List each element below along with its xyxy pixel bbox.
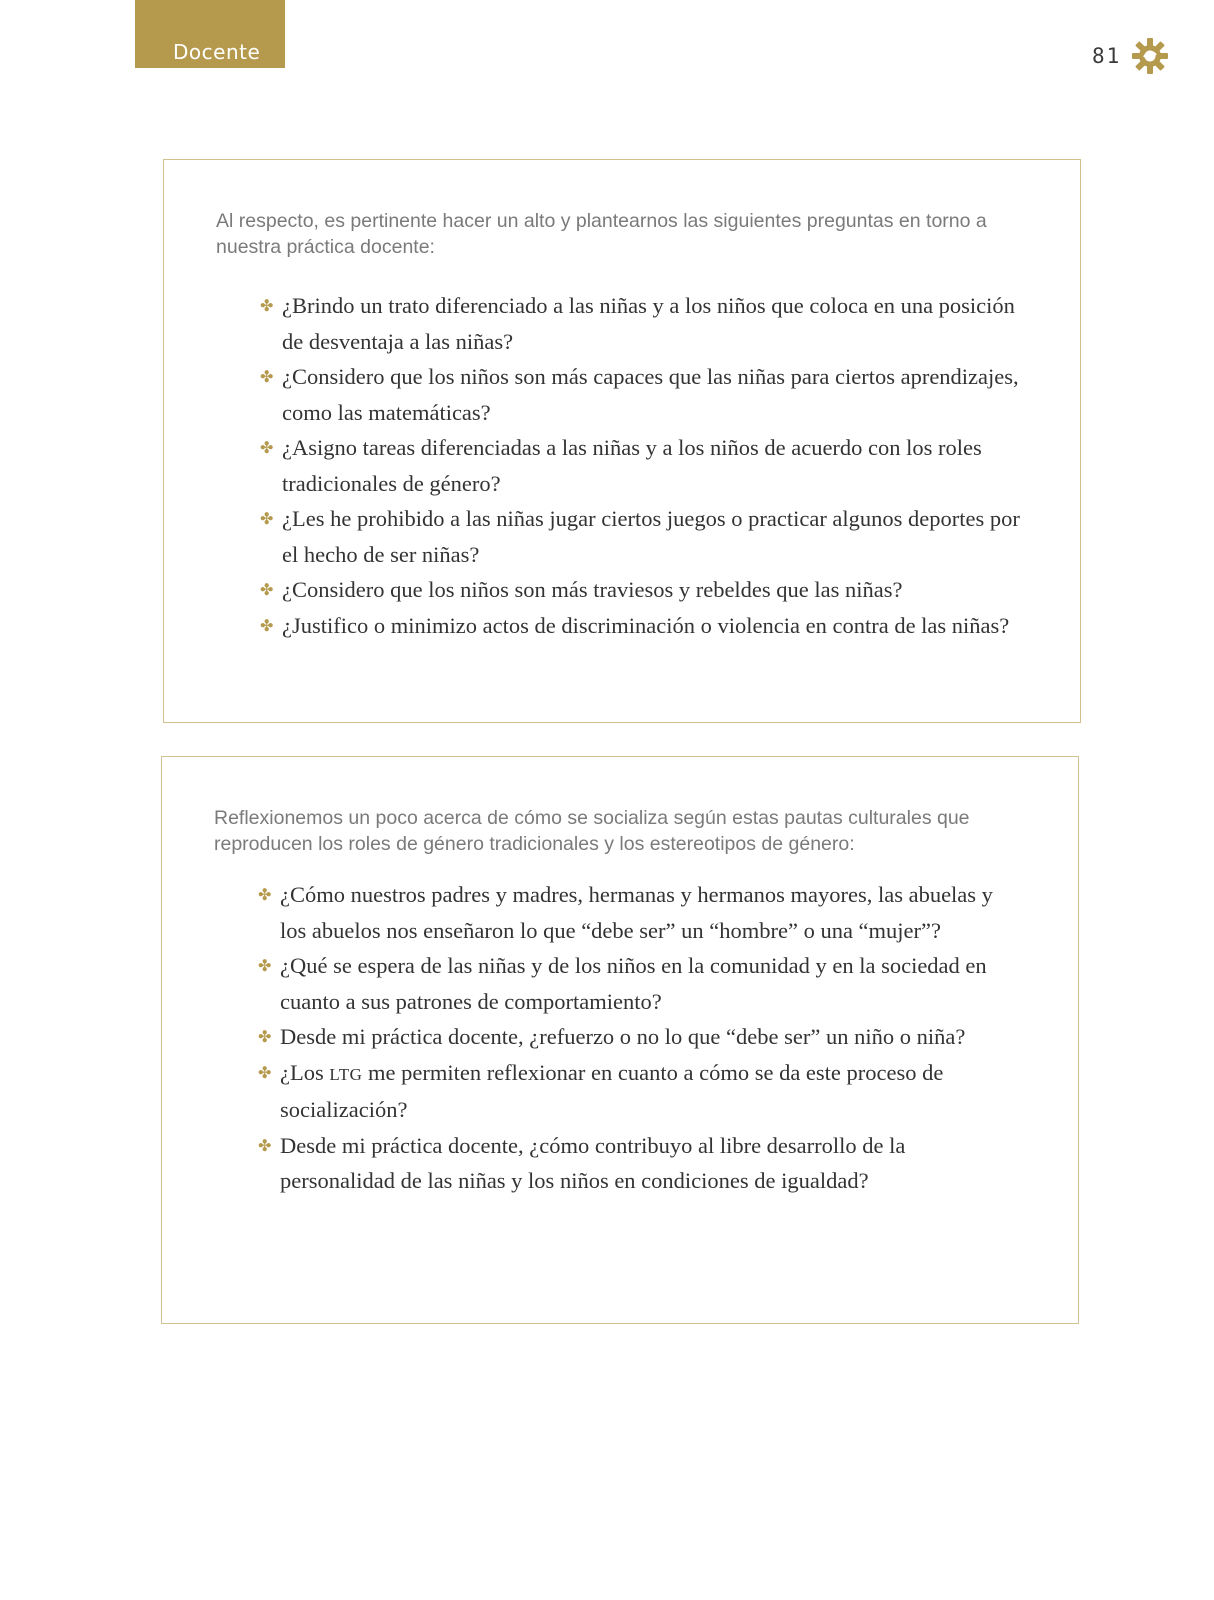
question-list — [258, 877, 1018, 1199]
reflection-box-practice — [163, 159, 1081, 723]
list-item — [258, 877, 1018, 948]
list-item — [258, 1055, 1018, 1128]
page-number: 81 — [1092, 44, 1122, 68]
bullet-icon: ✤ — [260, 509, 274, 528]
box-intro-text: Reflexionemos un poco acerca de cómo se socializa según estas pautas culturales que reproducen los roles de género tradicionales y los estereotipos de género: — [214, 807, 970, 855]
list-item — [258, 948, 1018, 1019]
question-text: ¿Brindo un trato diferenciado a las niñas y a los niños que coloca en una posición de desventaja a las niñas? — [282, 293, 1015, 354]
question-text: ¿Considero que los niños son más capaces que las niñas para ciertos aprendizajes, como las matemáticas? — [282, 364, 1019, 425]
bullet-icon: ✤ — [260, 615, 274, 635]
ltg-abbreviation: LTG — [329, 1064, 363, 1084]
bullet-icon: ✤ — [260, 296, 274, 315]
question-text: ¿Justifico o minimizo actos de discriminación o violencia en contra de las niñas? — [282, 612, 1010, 638]
question-text: ¿Qué se espera de las niñas y de los niños en la comunidad y en la sociedad en cuanto a sus patrones de comportamiento? — [280, 953, 987, 1014]
bullet-icon: ✤ — [258, 1135, 272, 1155]
section-label: Docente — [173, 40, 261, 64]
list-item — [258, 1128, 1018, 1199]
list-item — [260, 572, 1020, 608]
question-list — [260, 288, 1020, 643]
list-item — [260, 430, 1020, 501]
question-text: ¿Cómo nuestros padres y madres, hermanas y hermanos mayores, las abuelas y los abuelos nos enseñaron lo que “debe ser” un “hombre” o una “mujer”? — [280, 882, 993, 943]
box-intro-text: Al respecto, es pertinente hacer un alto y plantearnos las siguientes preguntas en torno a nuestra práctica docente: — [216, 210, 987, 258]
bullet-icon: ✤ — [258, 1062, 272, 1082]
bullet-icon: ✤ — [258, 885, 272, 904]
section-tab — [135, 0, 285, 68]
gear-icon — [1130, 36, 1170, 76]
list-item — [260, 501, 1020, 572]
question-text: ¿Les he prohibido a las niñas jugar ciertos juegos o practicar algunos deportes por el hecho de ser niñas? — [282, 506, 1020, 567]
question-text — [280, 1060, 943, 1123]
list-item — [258, 1019, 1018, 1055]
bullet-icon: ✤ — [260, 367, 274, 386]
question-text-start: ¿Los — [280, 1059, 330, 1085]
question-text: ¿Asigno tareas diferenciadas a las niñas y a los niños de acuerdo con los roles tradicionales de género? — [282, 435, 982, 496]
question-text-end: me permiten reflexionar en cuanto a cómo se da este proceso de socialización? — [280, 1059, 944, 1122]
reflection-box-socialization — [161, 756, 1079, 1324]
bullet-icon: ✤ — [258, 1027, 272, 1046]
bullet-icon: ✤ — [260, 438, 274, 457]
list-item — [260, 359, 1020, 430]
bullet-icon: ✤ — [260, 580, 274, 599]
list-item — [260, 288, 1020, 359]
question-text: ¿Considero que los niños son más traviesos y rebeldes que las niñas? — [282, 577, 903, 602]
question-text: Desde mi práctica docente, ¿cómo contribuyo al libre desarrollo de la personalidad de las niñas y los niños en condiciones de igualdad? — [280, 1132, 906, 1193]
list-item — [260, 608, 1020, 644]
bullet-icon: ✤ — [258, 956, 272, 975]
question-text: Desde mi práctica docente, ¿refuerzo o no lo que “debe ser” un niño o niña? — [280, 1024, 966, 1049]
